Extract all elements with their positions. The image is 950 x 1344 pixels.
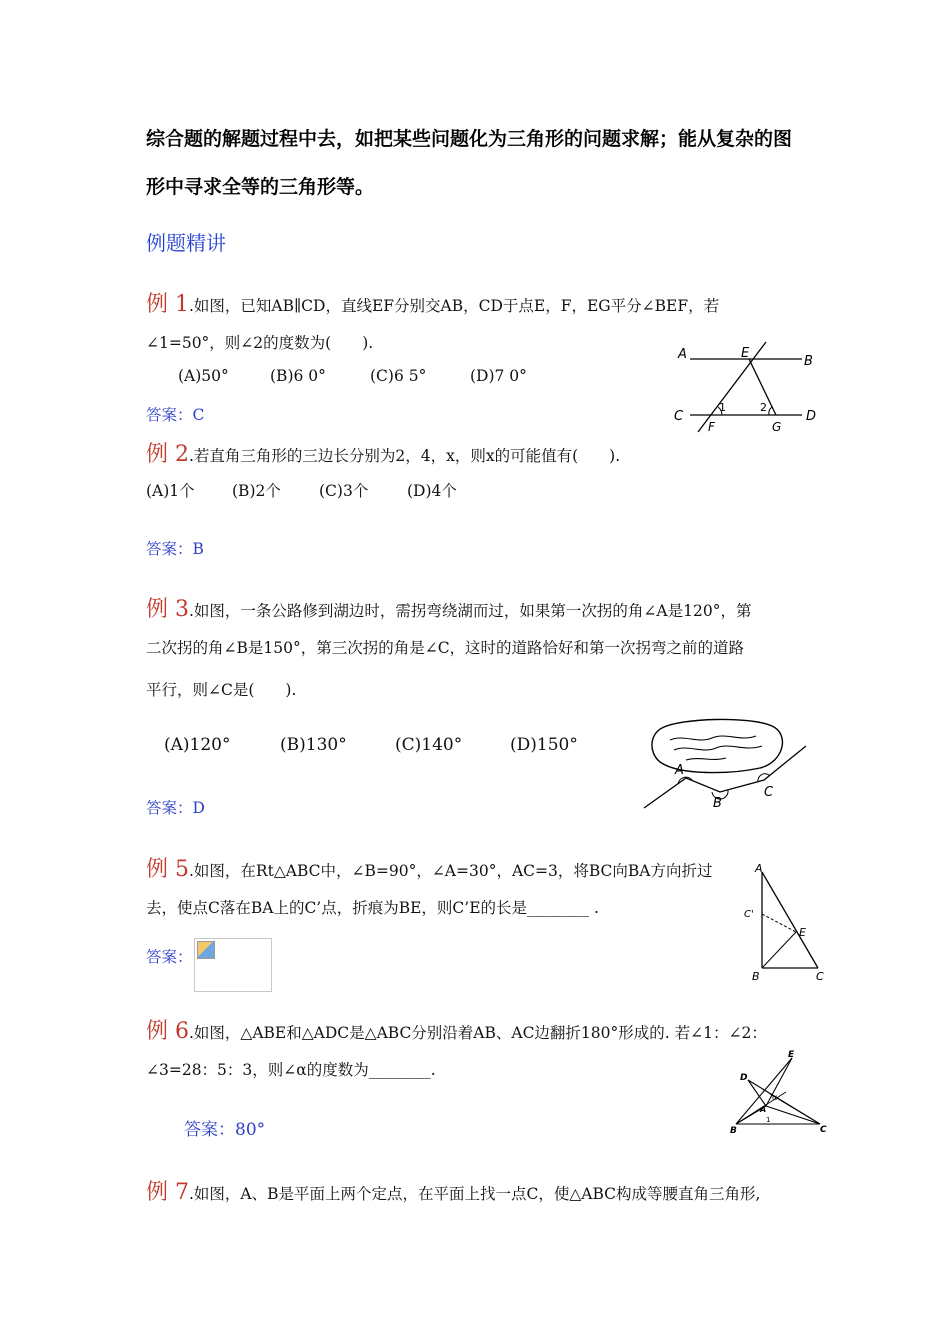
fig5-label-e: E xyxy=(799,926,806,939)
example-3-option-b: (B)130° xyxy=(280,735,347,755)
broken-image-icon xyxy=(197,941,215,959)
example-1-option-b: (B)6 0° xyxy=(270,367,326,385)
example-3-line-3: 平行，则∠C是( ). xyxy=(146,681,297,699)
example-1-option-c: (C)6 5° xyxy=(370,367,427,385)
fig1-label-b: B xyxy=(804,354,813,369)
fig1-label-g: G xyxy=(772,420,782,434)
fig6-label-a: A xyxy=(760,1105,767,1114)
fig5-label-a: A xyxy=(755,862,763,875)
fig1-label-e: E xyxy=(741,346,750,361)
example-3-line-1 xyxy=(146,592,751,623)
example-5-text-1: .如图，在Rt△ABC中，∠B=90°，∠A=30°，AC=3，将BC向BA方向折过 xyxy=(189,862,713,880)
fig3-label-a: A xyxy=(675,763,684,778)
fig1-label-a: A xyxy=(678,347,687,362)
example-5-figure xyxy=(740,858,832,986)
fig6-label-e: E xyxy=(788,1050,795,1060)
example-2-answer: 答案：B xyxy=(146,540,204,558)
example-3-option-a: (A)120° xyxy=(164,735,231,755)
intro-line-1: 综合题的解题过程中去，如把某些问题化为三角形的问题求解；能从复杂的图 xyxy=(146,128,793,150)
fig1-label-d: D xyxy=(806,409,817,424)
fig1-angle-1: 1 xyxy=(719,401,726,414)
example-1-line-1 xyxy=(146,287,719,318)
example-5-answer: 答案： xyxy=(146,948,193,966)
fig1-angle-2: 2 xyxy=(760,401,767,414)
example-2-option-a: (A)1个 xyxy=(146,482,195,500)
fig1-label-c: C xyxy=(674,409,684,424)
example-7-text-1: .如图，A、B是平面上两个定点，在平面上找一点C，使△ABC构成等腰直角三角形, xyxy=(189,1185,761,1203)
example-6-line-2: ∠3=28：5：3，则∠α的度数为________. xyxy=(146,1061,436,1079)
fig3-label-c: C xyxy=(764,785,774,800)
section-title: 例题精讲 xyxy=(146,231,226,255)
intro-line-2: 形中寻求全等的三角形等。 xyxy=(146,176,375,198)
example-1-label: 例 1 xyxy=(146,292,189,317)
fig6-label-alpha: α xyxy=(772,1093,778,1102)
example-7-line-1 xyxy=(146,1175,760,1206)
example-2-option-b: (B)2个 xyxy=(232,482,281,500)
example-1-answer: 答案：C xyxy=(146,406,205,424)
example-1-option-a: (A)50° xyxy=(178,367,229,385)
example-6-answer: 答案：80° xyxy=(184,1120,266,1140)
example-1-option-d: (D)7 0° xyxy=(470,367,527,385)
example-2-text-1: .若直角三角形的三边长分别为2，4，x，则x的可能值有( ). xyxy=(189,447,621,465)
example-3-label: 例 3 xyxy=(146,597,189,622)
fig6-label-1: 1 xyxy=(766,1116,771,1124)
example-6-label: 例 6 xyxy=(146,1019,189,1044)
fig5-label-b: B xyxy=(752,970,760,983)
example-3-option-d: (D)150° xyxy=(510,735,578,755)
example-5-label: 例 5 xyxy=(146,857,189,882)
example-1-line-2: ∠1=50°，则∠2的度数为( ). xyxy=(146,334,374,352)
example-7-label: 例 7 xyxy=(146,1180,189,1205)
example-6-line-1 xyxy=(146,1014,767,1045)
fig5-label-c: C xyxy=(816,970,824,983)
example-6-figure xyxy=(726,1048,830,1134)
example-3-answer: 答案：D xyxy=(146,799,205,817)
example-2-label: 例 2 xyxy=(146,442,189,467)
fig6-label-d: D xyxy=(740,1073,748,1083)
fig3-label-b: B xyxy=(713,796,722,811)
example-1-figure xyxy=(668,336,828,440)
example-3-option-c: (C)140° xyxy=(395,735,463,755)
example-1-text-1: .如图，已知AB∥CD，直线EF分别交AB，CD于点E，F，EG平分∠BEF，若 xyxy=(189,297,720,315)
example-3-line-2: 二次拐的角∠B是150°，第三次拐的角是∠C，这时的道路恰好和第一次拐弯之前的道路 xyxy=(146,639,745,657)
example-2-line-1 xyxy=(146,437,620,468)
example-3-figure xyxy=(640,716,814,812)
example-2-option-d: (D)4个 xyxy=(407,482,457,500)
example-2-option-c: (C)3个 xyxy=(319,482,369,500)
example-5-line-2: 去，使点C落在BA上的C’点，折痕为BE，则C’E的长是________ . xyxy=(146,899,599,917)
fig5-label-c-prime: C' xyxy=(744,909,754,920)
example-6-text-1: .如图，△ABE和△ADC是△ABC分别沿着AB、AC边翻折180°形成的. 若∠1：∠2： xyxy=(189,1024,767,1042)
fig1-label-f: F xyxy=(708,420,715,434)
example-5-line-1 xyxy=(146,852,712,883)
fig6-label-b: B xyxy=(730,1126,737,1134)
example-3-text-1: .如图，一条公路修到湖边时，需拐弯绕湖而过，如果第一次拐的角∠A是120°，第 xyxy=(189,602,752,620)
example-5-answer-image xyxy=(194,938,272,992)
fig6-label-c: C xyxy=(820,1125,827,1134)
